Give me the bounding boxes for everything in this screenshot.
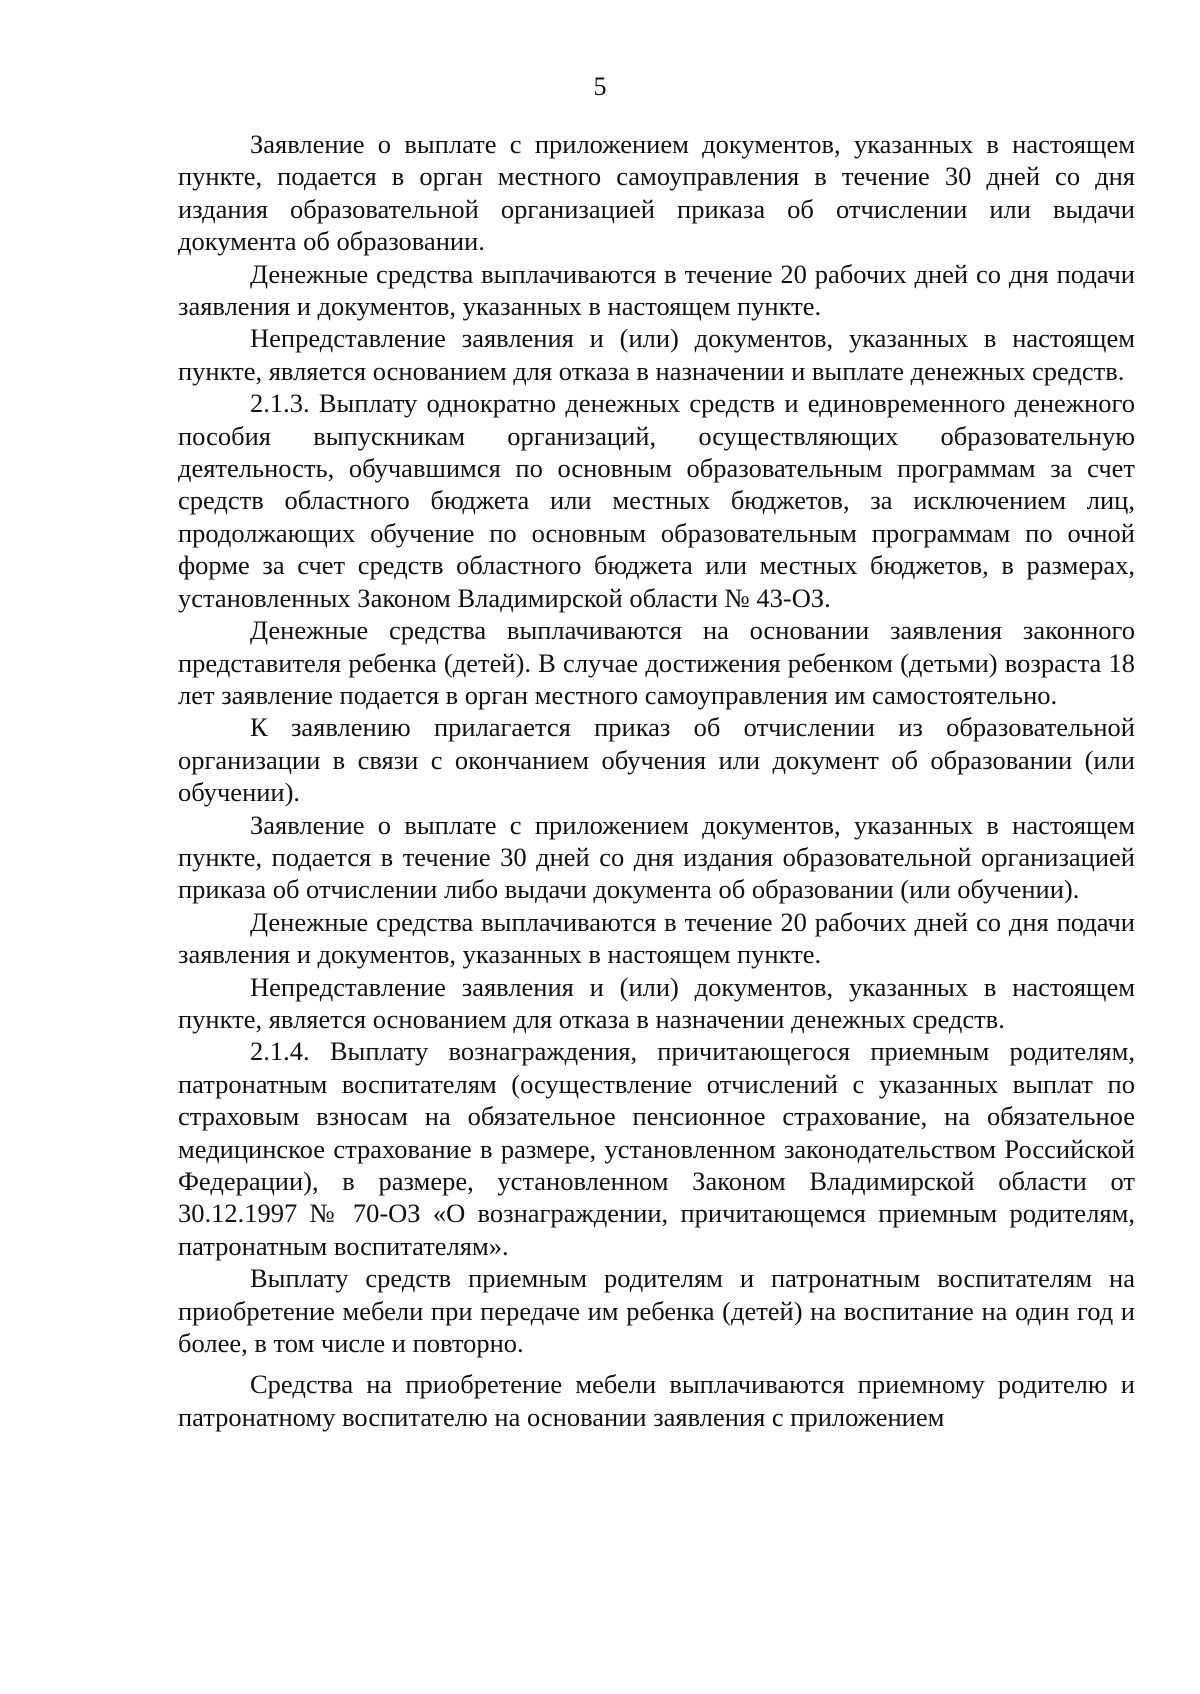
- paragraph: Денежные средства выплачиваются на основании заявления законного представителя ребенка (детей). В случае достижения ребенком (детьми) возраста 18 лет заявление подается в орган местного самоуправления им самостоятельно.: [178, 615, 1135, 710]
- paragraph: Заявление о выплате с приложением документов, указанных в настоящем пункте, подается в орган местного самоуправления в течение 30 дней со дня издания образовательной организацией приказа об отчислении или выдачи документа об образовании.: [178, 129, 1135, 257]
- paragraph-section-2-1-4: 2.1.4. Выплату вознаграждения, причитающегося приемным родителям, патронатным воспитателям (осуществление отчислений с указанных выплат по страховым взносам на обязательное пенсионное страхование, на обязательное медицинское страхование в размере, установленном законодательством Российской Федерации), в размере, установленном Законом Владимирской области от 30.12.1997 № 70-ОЗ «О вознаграждении, причитающемся приемным родителям, патронатным воспитателям».: [178, 1036, 1135, 1261]
- paragraph: К заявлению прилагается приказ об отчислении из образовательной организации в связи с окончанием обучения или документ об образовании (или обучении).: [178, 712, 1135, 808]
- paragraph: Денежные средства выплачиваются в течение 20 рабочих дней со дня подачи заявления и документов, указанных в настоящем пункте.: [178, 258, 1135, 322]
- paragraph: Денежные средства выплачиваются в течение 20 рабочих дней со дня подачи заявления и документов, указанных в настоящем пункте.: [178, 906, 1135, 970]
- paragraph: Непредставление заявления и (или) документов, указанных в настоящем пункте, является основанием для отказа в назначении денежных средств.: [178, 971, 1135, 1034]
- document-body: [178, 128, 1135, 1433]
- page-number: 5: [593, 72, 607, 101]
- paragraph: Непредставление заявления и (или) документов, указанных в настоящем пункте, является основанием для отказа в назначении и выплате денежных средств.: [178, 323, 1135, 386]
- paragraph: Выплату средств приемным родителям и патронатным воспитателям на приобретение мебели при передаче им ребенка (детей) на воспитание на один год и более, в том числе и повторно.: [178, 1263, 1135, 1359]
- paragraph: Заявление о выплате с приложением документов, указанных в настоящем пункте, подается в течение 30 дней со дня издания образовательной организацией приказа об отчислении либо выдачи документа об образовании (или обучении).: [178, 809, 1135, 905]
- paragraph-section-2-1-3: 2.1.3. Выплату однократно денежных средств и единовременного денежного пособия выпускникам организаций, осуществляющих образовательную деятельность, обучавшимся по основным образовательным программам за счет средств областного бюджета или местных бюджетов, за исключением лиц, продолжающих обучение по основным образовательным программам по очной форме за счет средств областного бюджета или местных бюджетов, в размерах, установленных Законом Владимирской области № 43-ОЗ.: [178, 388, 1135, 613]
- paragraph: Средства на приобретение мебели выплачиваются приемному родителю и патронатному воспитателю на основании заявления с приложением: [178, 1369, 1135, 1432]
